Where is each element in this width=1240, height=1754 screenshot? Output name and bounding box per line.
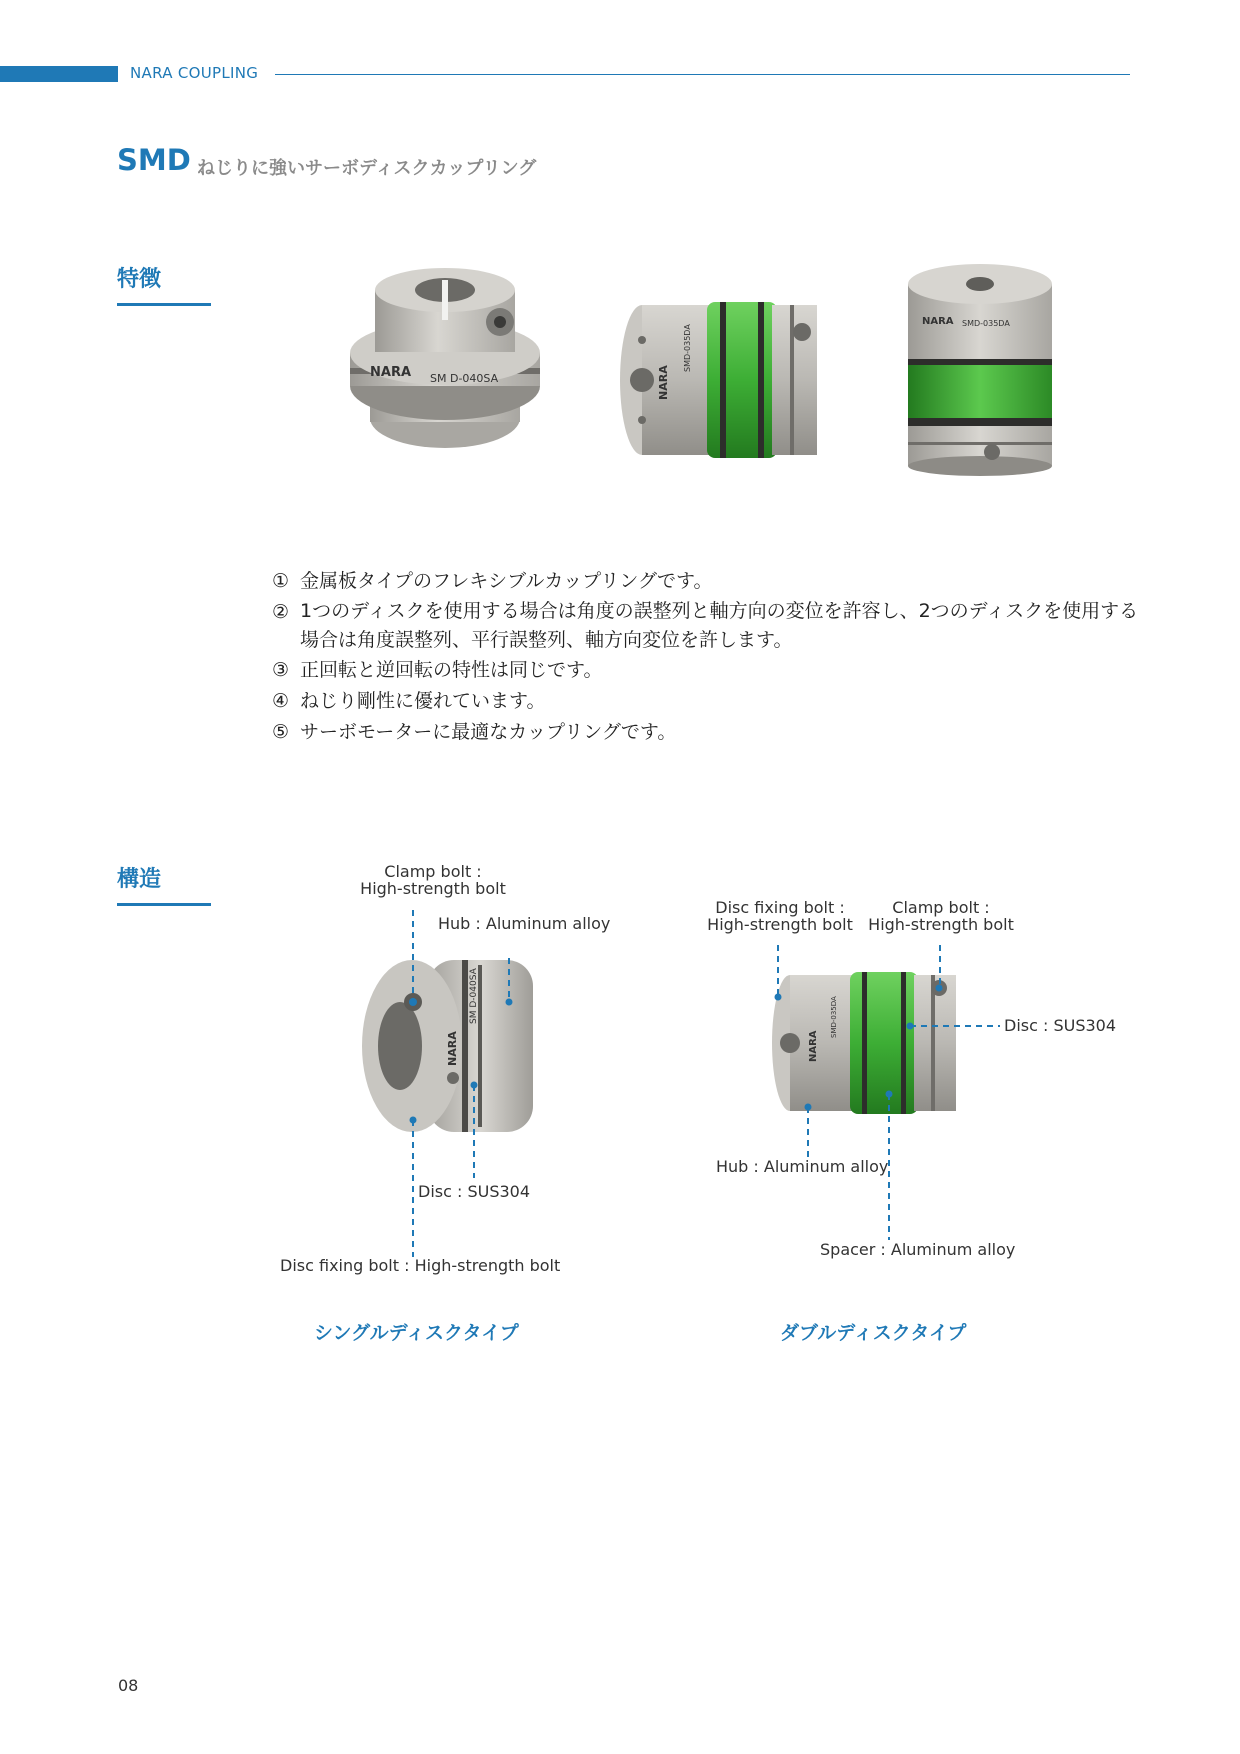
p3-marking: SMD-035DA <box>962 319 1010 328</box>
single-disc-fixing-label: Disc fixing bolt : High-strength bolt <box>280 1256 561 1275</box>
double-clamp-bolt-line2: High-strength bolt <box>868 915 1014 934</box>
feature-text: 正回転と逆回転の特性は同じです。 <box>300 659 603 681</box>
feature-number: ② <box>272 601 290 623</box>
double-disc-label: Disc : SUS304 <box>1004 1016 1117 1035</box>
single-clamp-bolt-line1: Clamp bolt : <box>384 862 482 881</box>
single-disc-caption: シングルディスクタイプ <box>314 1322 519 1344</box>
double-disc-caption: ダブルディスクタイプ <box>780 1322 967 1344</box>
structure-heading: 構造 <box>117 867 162 892</box>
feature-text: 1つのディスクを使用する場合は角度の誤整列と軸方向の変位を許容し、2つのディスクを使用する場合は角度誤整列、平行誤整列、軸方向変位を許します。 <box>300 600 1139 651</box>
single-hub-label: Hub : Aluminum alloy <box>438 914 611 933</box>
p3-brand-mark: NARA <box>922 316 954 327</box>
double-clamp-bolt-label <box>866 900 1016 934</box>
double-disc-fixing-line2: High-strength bolt <box>707 915 853 934</box>
double-disc-fixing-label <box>700 900 860 934</box>
single-marking: SM D-040SA <box>469 968 479 1024</box>
single-disc-label: Disc : SUS304 <box>418 1182 531 1201</box>
model-subtitle: ねじりに強いサーボディスクカップリング <box>197 158 537 179</box>
model-name: SMD <box>117 143 191 177</box>
double-brand-mark: NARA <box>808 1030 819 1062</box>
p2-marking: SMD-035DA <box>683 324 692 372</box>
single-brand-mark: NARA <box>446 1031 459 1066</box>
feature-number: ③ <box>272 659 290 681</box>
single-clamp-bolt-line2: High-strength bolt <box>360 879 506 898</box>
p2-brand-mark: NARA <box>657 365 670 400</box>
double-spacer-label: Spacer : Aluminum alloy <box>820 1240 1016 1259</box>
p1-marking: SM D-040SA <box>430 372 499 385</box>
header-brand: NARA COUPLING <box>130 64 259 82</box>
feature-text: サーボモーターに最適なカップリングです。 <box>300 721 677 743</box>
feature-text: 金属板タイプのフレキシブルカップリングです。 <box>300 570 713 592</box>
double-disc-fixing-line1: Disc fixing bolt : <box>715 898 845 917</box>
feature-text: ねじり剛性に優れています。 <box>300 690 546 712</box>
feature-number: ⑤ <box>272 721 290 743</box>
double-clamp-bolt-line1: Clamp bolt : <box>892 898 990 917</box>
feature-number: ① <box>272 570 290 592</box>
double-hub-label: Hub : Aluminum alloy <box>716 1157 889 1176</box>
feature-number: ④ <box>272 690 290 712</box>
features-heading: 特徴 <box>117 267 162 292</box>
double-marking: SMD-035DA <box>830 996 838 1038</box>
page-number: 08 <box>118 1676 139 1695</box>
p1-brand-mark: NARA <box>370 365 412 380</box>
